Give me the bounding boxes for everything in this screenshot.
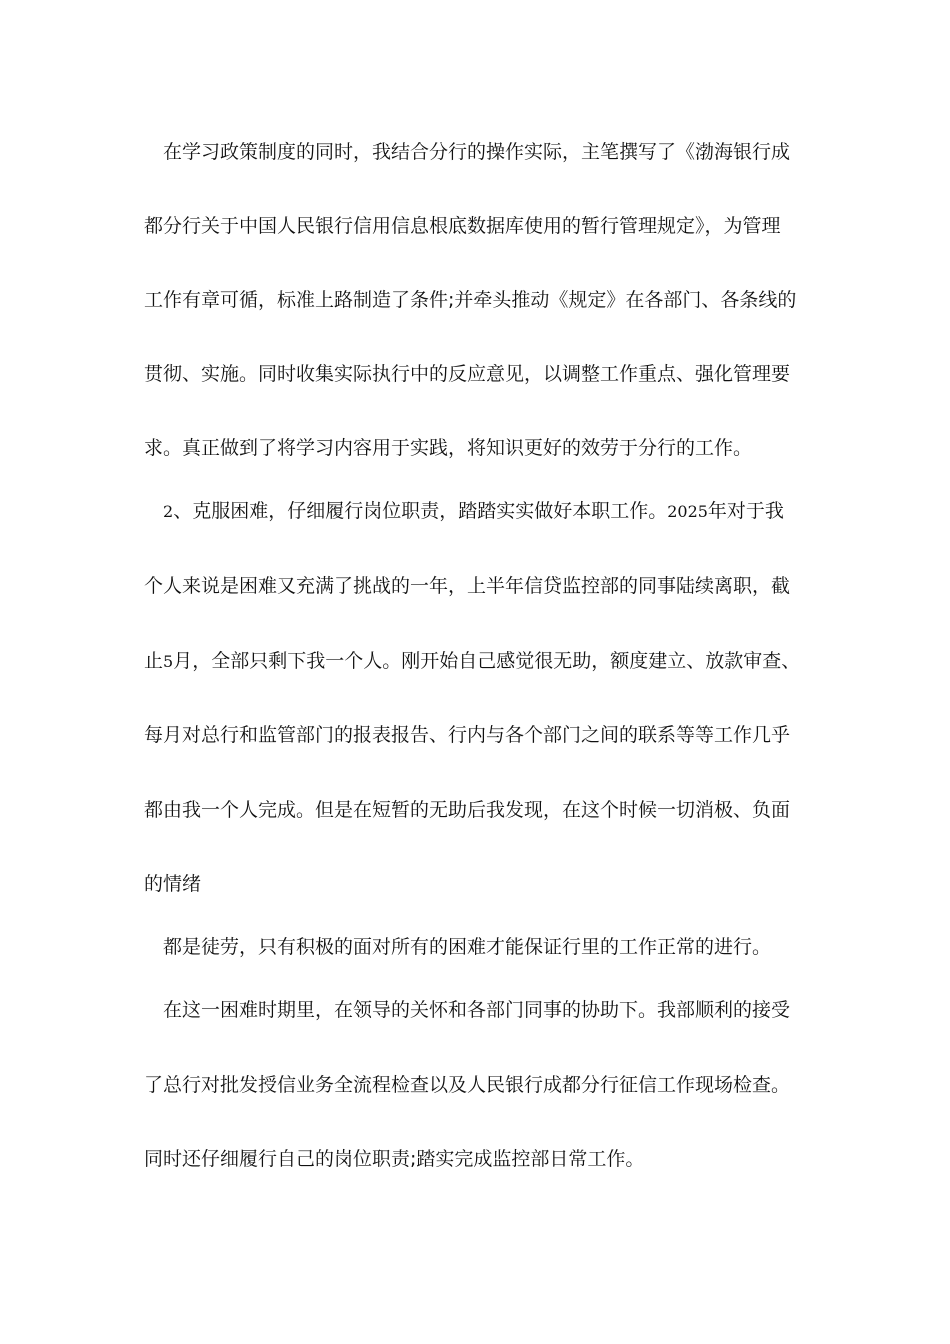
paragraph-2-line-3 xyxy=(144,646,814,676)
paragraph-4-line-1: 在这一困难时期里，在领导的关怀和各部门同事的协助下。我部顺利的接受 xyxy=(163,999,791,1021)
paragraph-1-line-1: 在学习政策制度的同时，我结合分行的操作实际，主笔撰写了《渤海银行成 xyxy=(163,141,791,163)
month-number: 5 xyxy=(163,652,174,671)
section-heading-text: 、克服困难，仔细履行岗位职责，踏踏实实做好本职工作。 xyxy=(173,500,668,522)
year-number: 2025 xyxy=(667,502,708,521)
section-number: 2 xyxy=(163,502,174,521)
paragraph-1-line-5: 求。真正做到了将学习内容用于实践，将知识更好的效劳于分行的工作。 xyxy=(144,437,753,459)
paragraph-2-line-3-pre: 止 xyxy=(144,650,164,672)
paragraph-1-line-2: 都分行关于中国人民银行信用信息根底数据库使用的暂行管理规定》，为管理 xyxy=(144,215,781,237)
paragraph-4-line-3: 同时还仔细履行自己的岗位职责;踏实完成监控部日常工作。 xyxy=(144,1148,645,1170)
paragraph-2-line-1-tail: 年对于我 xyxy=(707,500,784,522)
paragraph-3-line-1: 都是徒劳，只有积极的面对所有的困难才能保证行里的工作正常的进行。 xyxy=(163,936,772,958)
paragraph-2-line-4: 每月对总行和监管部门的报表报告、行内与各个部门之间的联系等等工作几乎 xyxy=(144,724,791,746)
paragraph-2-line-6: 的情绪 xyxy=(144,873,202,895)
paragraph-2-line-2: 个人来说是困难又充满了挑战的一年，上半年信贷监控部的同事陆续离职，截 xyxy=(144,575,791,597)
paragraph-4-line-2: 了总行对批发授信业务全流程检查以及人民银行成都分行征信工作现场检查。 xyxy=(144,1074,791,1096)
paragraph-2-line-1 xyxy=(163,496,814,526)
paragraph-1-line-3: 工作有章可循，标准上路制造了条件;并牵头推动《规定》在各部门、各条线的 xyxy=(144,289,797,311)
paragraph-2-line-3-post: 月，全部只剩下我一个人。刚开始自己感觉很无助，额度建立、放款审查、 xyxy=(173,650,801,672)
paragraph-1-line-4: 贯彻、实施。同时收集实际执行中的反应意见，以调整工作重点、强化管理要 xyxy=(144,363,791,385)
paragraph-2-line-5: 都由我一个人完成。但是在短暂的无助后我发现，在这个时候一切消极、负面 xyxy=(144,799,791,821)
